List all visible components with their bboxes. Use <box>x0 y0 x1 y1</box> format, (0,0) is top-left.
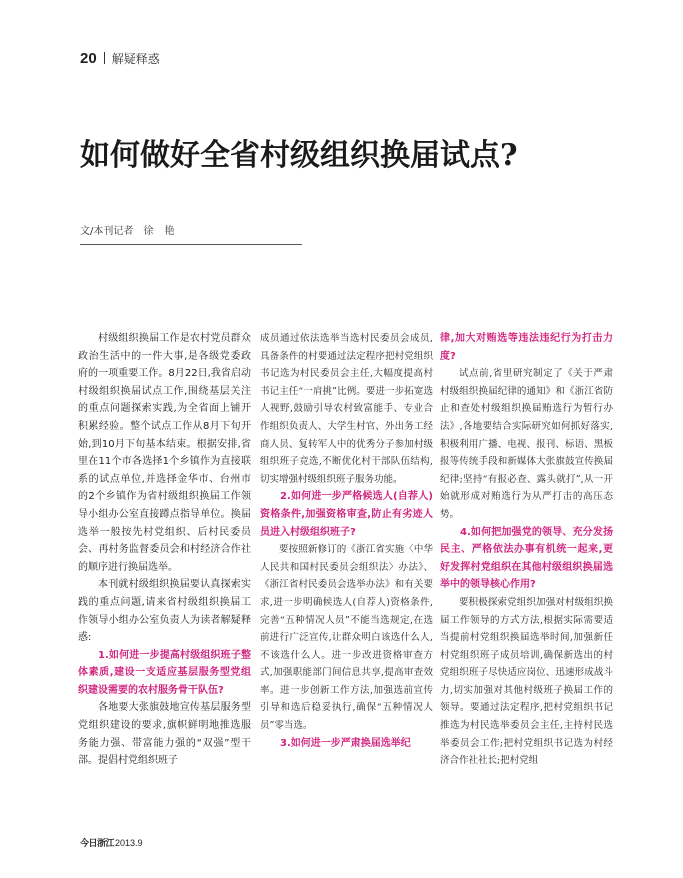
byline <box>80 222 179 237</box>
page-number: 20 <box>80 49 97 67</box>
paragraph: 村级组织换届工作是农村党员群众政治生活中的一件大事,是各级党委政府的一项重要工作。8月22日,我省启动村级组织换届试点工作,围绕基层关注的重点问题探索实践,为全省面上铺开积累经验。整个试点工作从8月下旬开始,到10月下旬基本结束。根据安排,省里在11个市各选择1个乡镇作为直接联系的试点单位,并选择金华市、台州市的2个乡镇作为省村级组织换届工作领导小组办公室直接蹲点指导单位。换届选举一般按先村党组织、后村民委员会、再村务监督委员会和村经济合作社的顺序进行换届选举。 <box>78 333 251 573</box>
text-column-3 <box>440 330 613 770</box>
paragraph: 试点前,省里研究制定了《关于严肃村级组织换届纪律的通知》和《浙江省防止和查处村级组织换届贿选行为暂行办法》,各地要结合实际研究如何抓好落实,积极利用广播、电视、报刊、标语、黑板报等传统手段和新媒体大张旗鼓宣传换届纪律;坚持“有报必查、露头就打”,从一开始就形成对贿选行为从严打击的高压态势。 <box>440 368 613 520</box>
header-divider <box>104 52 105 64</box>
footer <box>80 836 143 849</box>
paragraph: 成员通过依法选举当选村民委员会成员,具备条件的村要通过法定程序把村党组织书记选为村民委员会主任,大幅度提高村书记主任“一肩挑”比例。要进一步拓宽选人视野,鼓励引导农村致富能手、专业合作组织负责人、大学生村官、外出务工经商人员、复转军人中的优秀分子参加村级组织班子竞选,不断优化村干部队伍结构,切实增强村级组织班子服务功能。 <box>260 333 433 485</box>
question-heading-4: 4.如何把加强党的领导、充分发扬民主、严格依法办事有机统一起来,更好发挥村党组织在其他村级组织换届选举中的领导核心作用? <box>440 526 613 591</box>
byline-rule <box>80 244 302 245</box>
question-heading-3: 3.如何进一步严肃换届选举纪 <box>280 737 411 749</box>
byline-role: 文/本刊记者 <box>80 226 134 237</box>
question-heading-1: 1.如何进一步提高村级组织班子整体素质,建设一支适应基层服务型党组织建设需要的农村服务骨干队伍? <box>78 649 251 696</box>
section-label: 解疑释惑 <box>111 51 160 66</box>
magazine-logo: 今日浙江 <box>80 839 115 849</box>
running-header <box>80 48 160 68</box>
paragraph: 各地要大张旗鼓地宣传基层服务型党组织建设的要求,旗帜鲜明地推选服务能力强、带富能力强的“双强”型干部。提倡村党组织班子 <box>78 702 251 767</box>
text-column-1 <box>78 330 251 770</box>
text-column-2 <box>260 330 433 752</box>
issue-number: 2013.9 <box>115 837 143 848</box>
paragraph: 本刊就村级组织换届要认真探索实践的重点问题,请来省村级组织换届工作领导小组办公室负责人为读者解疑释惑: <box>78 579 251 644</box>
paragraph: 要积极探索党组织加强对村级组织换届工作领导的方式方法,根据实际需要适当提前村党组织换届选举时间,加强新任村党组织班子成员培训,确保新选出的村党组织班子尽快适应岗位、迅速形成战斗力,切实加强对其他村级班子换届工作的领导。要通过法定程序,把村党组织书记推选为村民选举委员会主任,主持村民选举委员会工作;把村党组织书记选为村经济合作社社长;把村党组 <box>440 596 613 767</box>
article-title: 如何做好全省村级组织换届试点? <box>80 138 518 173</box>
byline-author: 徐 艳 <box>143 226 179 237</box>
question-heading-3-continued: 律,加大对贿选等违法违纪行为打击力度? <box>440 333 613 362</box>
question-heading-2: 2.如何进一步严格候选人(自荐人)资格条件,加强资格审查,防止有劣迹人员进入村级组织班子? <box>260 491 433 538</box>
paragraph: 要按照新修订的《浙江省实施〈中华人民共和国村民委员会组织法〉办法》、《浙江省村民委员会选举办法》和有关要求,进一步明确候选人(自荐人)资格条件,完善“五种情况人员”不能当选规定,在选前进行广泛宣传,让群众明白该选什么人,不该选什么人。进一步改进资格审查方式,加强职能部门间信息共享,提高审查效率。进一步创新工作方法,加强选前宣传引导和选后稳妥执行,确保“五种情况人员”零当选。 <box>260 544 433 732</box>
